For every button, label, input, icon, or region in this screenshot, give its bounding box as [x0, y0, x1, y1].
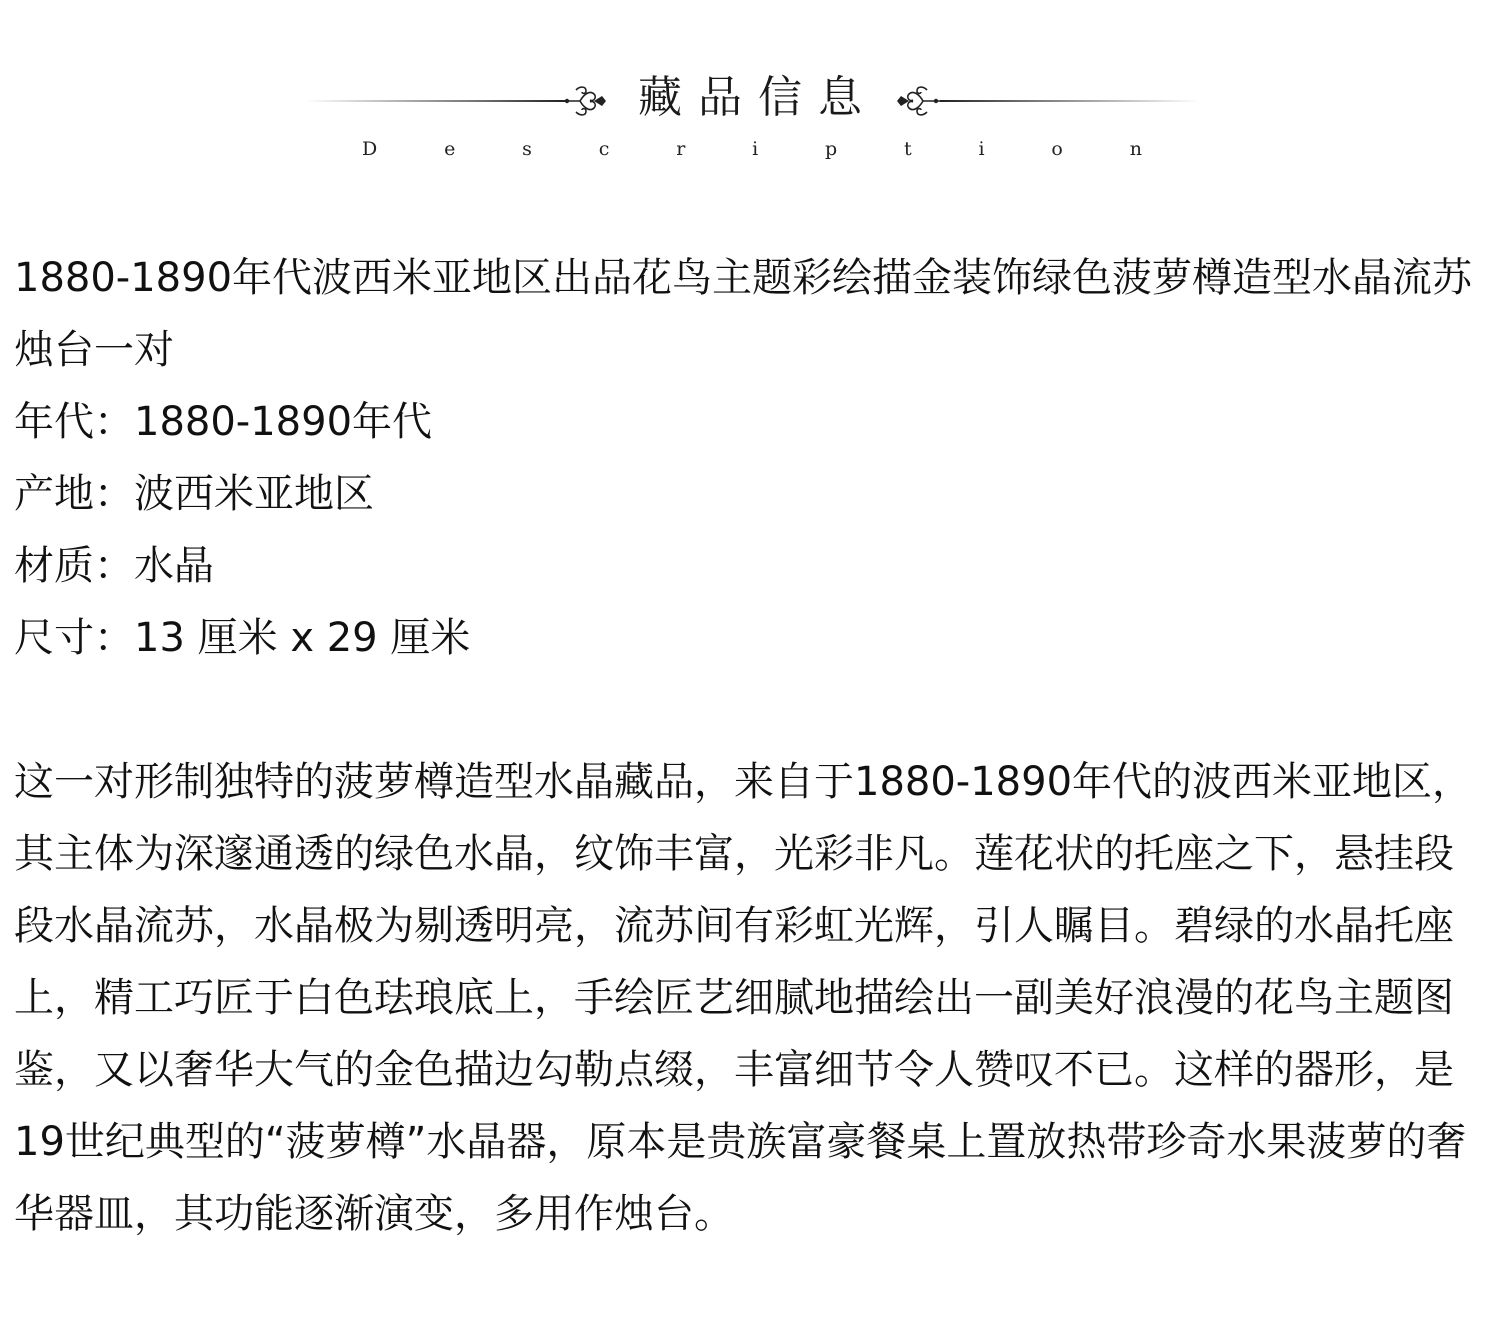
spacer	[14, 674, 1490, 746]
item-origin: 产地：波西米亚地区	[14, 471, 374, 517]
subtitle-letter: s	[522, 138, 532, 160]
subtitle-letter: o	[1051, 138, 1063, 160]
subtitle-letter: c	[598, 138, 610, 160]
subtitle-letter: p	[825, 138, 838, 160]
item-era: 年代：1880-1890年代	[14, 399, 433, 445]
subtitle-letter: n	[1129, 138, 1142, 160]
section-subtitle	[362, 138, 1142, 160]
section-title: 藏品信息	[638, 72, 878, 123]
subtitle-letter: r	[676, 138, 686, 160]
subtitle-letter: i	[752, 138, 759, 160]
item-size: 尺寸：13 厘米 x 29 厘米	[14, 615, 471, 661]
subtitle-letter: e	[444, 138, 456, 160]
subtitle-letter: i	[978, 138, 985, 160]
subtitle-letter: D	[362, 138, 378, 160]
item-description: 这一对形制独特的菠萝樽造型水晶藏品，来自于1880-1890年代的波西米亚地区，其主体为深邃通透的绿色水晶，纹饰丰富，光彩非凡。莲花状的托座之下，悬挂段段水晶流苏，水晶极为剔透明亮，流苏间有彩虹光辉，引人瞩目。碧绿的水晶托座上，精工巧匠于白色珐琅底上，手绘匠艺细腻地描绘出一副美好浪漫的花鸟主题图鉴，又以奢华大气的金色描边勾勒点缀，丰富细节令人赞叹不已。这样的器形，是19世纪典型的“菠萝樽”水晶器，原本是贵族富豪餐桌上置放热带珍奇水果菠萝的奢华器皿，其功能逐渐演变，多用作烛台。	[14, 759, 1473, 1237]
item-material: 材质：水晶	[14, 543, 214, 589]
item-name: 1880-1890年代波西米亚地区出品花鸟主题彩绘描金装饰绿色菠萝樽造型水晶流苏烛台一对	[14, 255, 1473, 373]
item-details	[14, 242, 1490, 1250]
section-header	[0, 60, 1500, 170]
subtitle-letter: t	[904, 138, 912, 160]
